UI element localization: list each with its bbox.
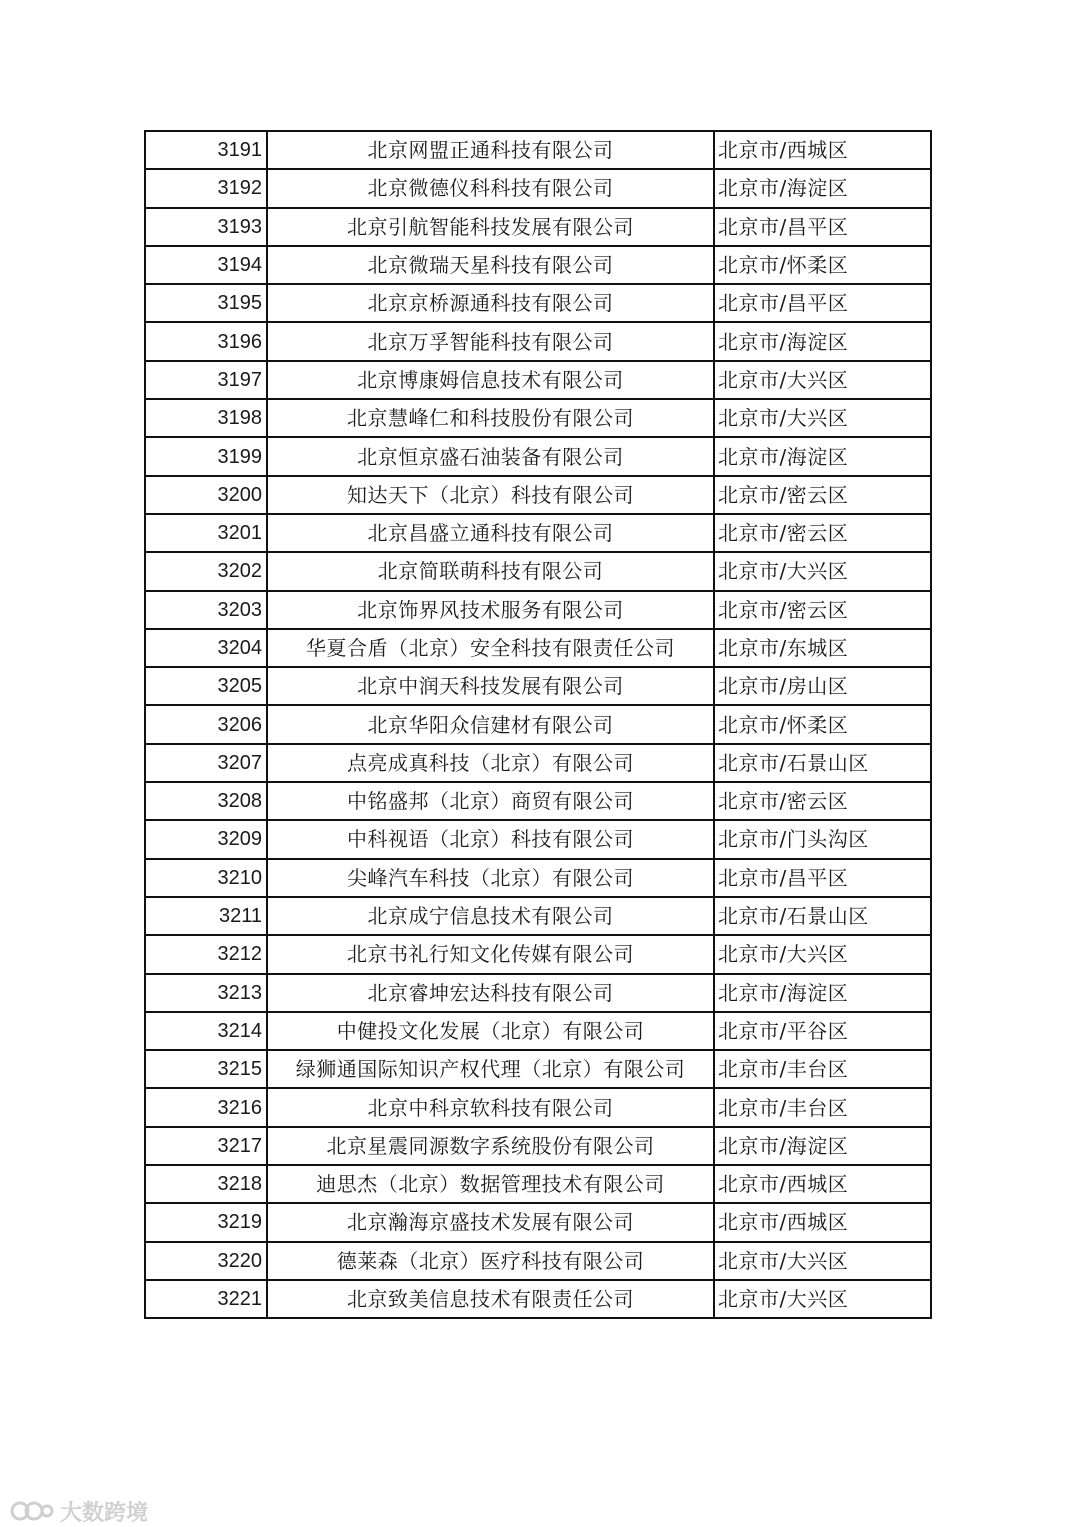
row-number: 3191 [145, 131, 267, 169]
district: 北京市/大兴区 [714, 552, 931, 590]
district: 北京市/怀柔区 [714, 705, 931, 743]
row-number: 3192 [145, 169, 267, 207]
table-row [145, 246, 931, 284]
company-name: 尖峰汽车科技（北京）有限公司 [267, 859, 714, 897]
row-number: 3200 [145, 476, 267, 514]
row-number: 3221 [145, 1280, 267, 1318]
district: 北京市/大兴区 [714, 399, 931, 437]
district: 北京市/海淀区 [714, 974, 931, 1012]
row-number: 3205 [145, 667, 267, 705]
district: 北京市/丰台区 [714, 1050, 931, 1088]
row-number: 3209 [145, 820, 267, 858]
company-name: 北京微瑞天星科技有限公司 [267, 246, 714, 284]
company-name: 北京引航智能科技发展有限公司 [267, 208, 714, 246]
row-number: 3202 [145, 552, 267, 590]
district: 北京市/密云区 [714, 514, 931, 552]
company-name: 北京微德仪科科技有限公司 [267, 169, 714, 207]
company-name: 北京慧峰仁和科技股份有限公司 [267, 399, 714, 437]
district: 北京市/昌平区 [714, 284, 931, 322]
company-name: 北京书礼行知文化传媒有限公司 [267, 935, 714, 973]
row-number: 3199 [145, 437, 267, 475]
table-row [145, 361, 931, 399]
table-row [145, 974, 931, 1012]
row-number: 3215 [145, 1050, 267, 1088]
row-number: 3217 [145, 1127, 267, 1165]
company-name: 德莱森（北京）医疗科技有限公司 [267, 1242, 714, 1280]
company-name: 北京恒京盛石油装备有限公司 [267, 437, 714, 475]
table-row [145, 208, 931, 246]
table-row [145, 629, 931, 667]
district: 北京市/西城区 [714, 131, 931, 169]
table-row [145, 1088, 931, 1126]
company-name: 绿狮通国际知识产权代理（北京）有限公司 [267, 1050, 714, 1088]
brand-logo-icon [10, 1498, 54, 1524]
row-number: 3196 [145, 322, 267, 360]
row-number: 3220 [145, 1242, 267, 1280]
table-row [145, 322, 931, 360]
company-name: 北京饰界风技术服务有限公司 [267, 591, 714, 629]
company-list-body [145, 131, 931, 1318]
company-name: 北京京桥源通科技有限公司 [267, 284, 714, 322]
company-name: 北京中润天科技发展有限公司 [267, 667, 714, 705]
row-number: 3213 [145, 974, 267, 1012]
row-number: 3201 [145, 514, 267, 552]
row-number: 3216 [145, 1088, 267, 1126]
table-row [145, 591, 931, 629]
district: 北京市/密云区 [714, 476, 931, 514]
district: 北京市/丰台区 [714, 1088, 931, 1126]
table-row [145, 1203, 931, 1241]
table-row [145, 1165, 931, 1203]
district: 北京市/昌平区 [714, 208, 931, 246]
company-name: 北京华阳众信建材有限公司 [267, 705, 714, 743]
company-name: 点亮成真科技（北京）有限公司 [267, 744, 714, 782]
company-name: 北京昌盛立通科技有限公司 [267, 514, 714, 552]
district: 北京市/大兴区 [714, 361, 931, 399]
table-row [145, 1280, 931, 1318]
row-number: 3219 [145, 1203, 267, 1241]
district: 北京市/海淀区 [714, 322, 931, 360]
row-number: 3208 [145, 782, 267, 820]
row-number: 3193 [145, 208, 267, 246]
row-number: 3198 [145, 399, 267, 437]
company-name: 北京睿坤宏达科技有限公司 [267, 974, 714, 1012]
company-name: 北京万孚智能科技有限公司 [267, 322, 714, 360]
district: 北京市/平谷区 [714, 1012, 931, 1050]
company-name: 中科视语（北京）科技有限公司 [267, 820, 714, 858]
row-number: 3212 [145, 935, 267, 973]
table-row [145, 514, 931, 552]
row-number: 3206 [145, 705, 267, 743]
district: 北京市/海淀区 [714, 169, 931, 207]
table-row [145, 667, 931, 705]
watermark [10, 1495, 148, 1527]
table-row [145, 169, 931, 207]
table-row [145, 1050, 931, 1088]
district: 北京市/大兴区 [714, 1242, 931, 1280]
row-number: 3197 [145, 361, 267, 399]
district: 北京市/西城区 [714, 1165, 931, 1203]
company-name: 北京博康姆信息技术有限公司 [267, 361, 714, 399]
table-row [145, 1242, 931, 1280]
district: 北京市/密云区 [714, 782, 931, 820]
table-row [145, 284, 931, 322]
row-number: 3204 [145, 629, 267, 667]
table-row [145, 859, 931, 897]
row-number: 3194 [145, 246, 267, 284]
district: 北京市/石景山区 [714, 744, 931, 782]
district: 北京市/密云区 [714, 591, 931, 629]
district: 北京市/昌平区 [714, 859, 931, 897]
company-name: 中健投文化发展（北京）有限公司 [267, 1012, 714, 1050]
company-name: 北京星震同源数字系统股份有限公司 [267, 1127, 714, 1165]
company-name: 中铭盛邦（北京）商贸有限公司 [267, 782, 714, 820]
company-name: 华夏合盾（北京）安全科技有限责任公司 [267, 629, 714, 667]
district: 北京市/门头沟区 [714, 820, 931, 858]
company-name: 知达天下（北京）科技有限公司 [267, 476, 714, 514]
table-row [145, 1127, 931, 1165]
row-number: 3218 [145, 1165, 267, 1203]
table-row [145, 897, 931, 935]
district: 北京市/石景山区 [714, 897, 931, 935]
company-name: 北京网盟正通科技有限公司 [267, 131, 714, 169]
district: 北京市/西城区 [714, 1203, 931, 1241]
district: 北京市/海淀区 [714, 437, 931, 475]
table-row [145, 782, 931, 820]
table-row [145, 437, 931, 475]
row-number: 3195 [145, 284, 267, 322]
district: 北京市/怀柔区 [714, 246, 931, 284]
row-number: 3214 [145, 1012, 267, 1050]
row-number: 3203 [145, 591, 267, 629]
table-row [145, 131, 931, 169]
row-number: 3207 [145, 744, 267, 782]
company-name: 北京中科京软科技有限公司 [267, 1088, 714, 1126]
company-list-table [144, 130, 932, 1319]
table-row [145, 399, 931, 437]
district: 北京市/海淀区 [714, 1127, 931, 1165]
company-name: 北京致美信息技术有限责任公司 [267, 1280, 714, 1318]
table-row [145, 476, 931, 514]
district: 北京市/东城区 [714, 629, 931, 667]
table-row [145, 935, 931, 973]
watermark-text: 大数跨境 [60, 1500, 149, 1526]
district: 北京市/房山区 [714, 667, 931, 705]
table-row [145, 744, 931, 782]
district: 北京市/大兴区 [714, 1280, 931, 1318]
company-name: 北京瀚海京盛技术发展有限公司 [267, 1203, 714, 1241]
row-number: 3210 [145, 859, 267, 897]
district: 北京市/大兴区 [714, 935, 931, 973]
table-row [145, 820, 931, 858]
table-row [145, 552, 931, 590]
company-name: 北京简联萌科技有限公司 [267, 552, 714, 590]
table-row [145, 1012, 931, 1050]
company-name: 北京成宁信息技术有限公司 [267, 897, 714, 935]
table-row [145, 705, 931, 743]
row-number: 3211 [145, 897, 267, 935]
company-name: 迪思杰（北京）数据管理技术有限公司 [267, 1165, 714, 1203]
